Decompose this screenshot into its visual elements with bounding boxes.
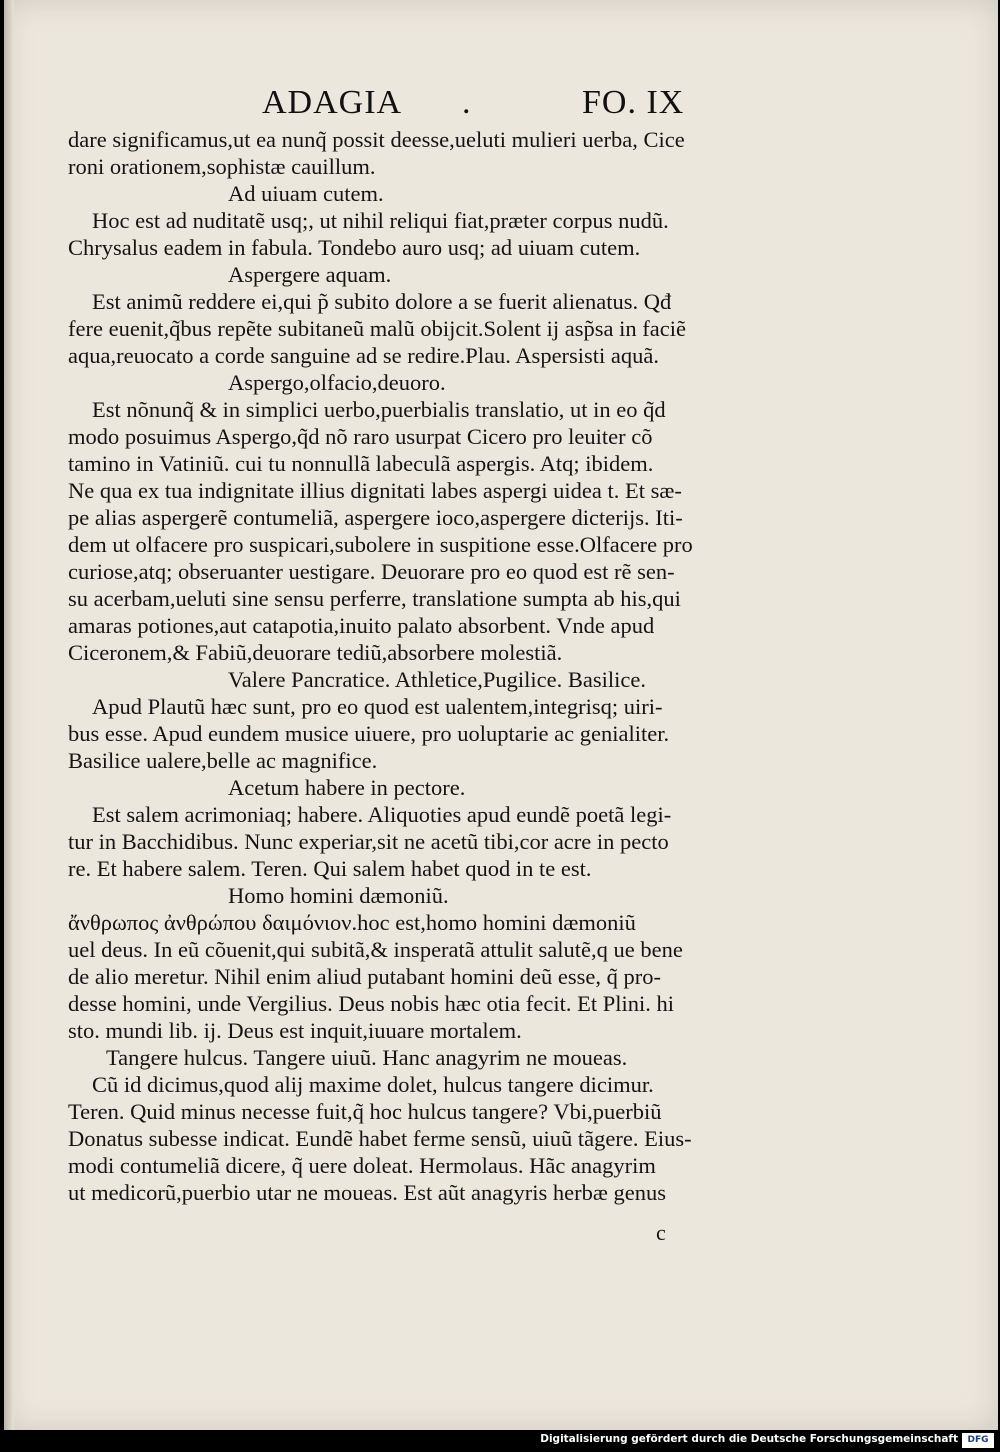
text-line: modi contumeliã dicere, q̃ uere doleat. Hermolaus. Hãc anagyrim	[68, 1153, 656, 1178]
text-line: tur in Bacchidibus. Nunc experiar,sit ne acetũ tibi,cor acre in pecto	[68, 829, 669, 854]
text-line: aqua,reuocato a corde sanguine ad se redire.Plau. Aspersisti aquã.	[68, 343, 660, 368]
text-line: uel deus. In eũ cõuenit,qui subitã,& insperatã attulit salutẽ,q ue bene	[68, 937, 683, 962]
text-line: Chrysalus eadem in fabula. Tondebo auro usq; ad uiuam cutem.	[68, 235, 641, 260]
signature-mark: c	[656, 1220, 666, 1245]
adage-heading: Aspergo,olfacio,deuoro.	[228, 370, 446, 395]
text-line: Est salem acrimoniaq; habere. Aliquoties apud eundẽ poetã legi-	[92, 802, 672, 827]
text-line: su acerbam,ueluti sine sensu perferre, translatione sumpta ab his,qui	[68, 586, 681, 611]
text-line: desse homini, unde Vergilius. Deus nobis hæc otia fecit. Et Plini. hi	[68, 991, 674, 1016]
text-line: Cũ id dicimus,quod alij maxime dolet, hulcus tangere dicimur.	[92, 1072, 654, 1097]
text-line: Est animũ reddere ei,qui p̃ subito dolore a se fuerit alienatus. Qđ	[92, 289, 672, 314]
running-head	[262, 84, 712, 124]
text-line: curiose,atq; obseruanter uestigare. Deuorare pro eo quod est rẽ sen-	[68, 559, 675, 584]
text-line: sto. mundi lib. ij. Deus est inquit,iuuare mortalem.	[68, 1018, 522, 1043]
adage-heading: Acetum habere in pectore.	[228, 775, 466, 800]
text-line: Apud Plautũ hæc sunt, pro eo quod est ualentem,integrisq; uiri-	[92, 694, 663, 719]
text-line: bus esse. Apud eundem musice uiuere, pro uoluptarie ac genialiter.	[68, 721, 670, 746]
text-line: amaras potiones,aut catapotia,inuito palato absorbent. Vnde apud	[68, 613, 655, 638]
text-line: fere euenit,q̃bus repẽte subitaneũ malũ obijcit.Solent ij asp̃sa in faciẽ	[68, 316, 686, 341]
text-line: Teren. Quid minus necesse fuit,q̃ hoc hulcus tangere? Vbi,puerbiũ	[68, 1099, 662, 1124]
running-head-separator: .	[462, 84, 472, 121]
text-line: Est nõnunq̃ & in simplici uerbo,puerbialis translatio, ut in eo q̃d	[92, 397, 666, 422]
body-text	[68, 126, 773, 1206]
text-line: modo posuimus Aspergo,q̃d nõ raro usurpat Cicero pro leuiter cõ	[68, 424, 653, 449]
text-line: re. Et habere salem. Teren. Qui salem habet quod in te est.	[68, 856, 592, 881]
book-page	[4, 0, 998, 1430]
adage-heading: Aspergere aquam.	[228, 262, 392, 287]
dfg-logo: DFG	[962, 1433, 994, 1448]
adage-heading: Valere Pancratice. Athletice,Pugilice. Basilice.	[228, 667, 646, 692]
running-head-title: ADAGIA	[262, 84, 403, 121]
catchword-block	[656, 1220, 666, 1246]
text-line: roni orationem,sophistæ cauillum.	[68, 154, 376, 179]
footer-credit: Digitalisierung gefördert durch die Deutsche Forschungsgemeinschaft	[540, 1433, 958, 1445]
text-line: Ciceronem,& Fabiũ,deuorare tediũ,absorbere molestiã.	[68, 640, 563, 665]
adage-heading: Homo homini dæmoniũ.	[228, 883, 449, 908]
text-line: tamino in Vatiniũ. cui tu nonnullã labeculã aspergis. Atq; ibidem.	[68, 451, 654, 476]
adage-heading: Ad uiuam cutem.	[228, 181, 384, 206]
text-line: de alio meretur. Nihil enim aliud putabant homini deũ esse, q̃ pro-	[68, 964, 661, 989]
text-line: Ne qua ex tua indignitate illius dignitati labes aspergi uidea t. Et sæ-	[68, 478, 682, 503]
text-line: dare significamus,ut ea nunq̃ possit deesse,ueluti mulieri uerba, Cice	[68, 127, 685, 152]
text-line: pe alias aspergerẽ contumeliã, aspergere ioco,aspergere dicterijs. Iti-	[68, 505, 683, 530]
text-line: Basilice ualere,belle ac magnifice.	[68, 748, 378, 773]
text-line: Donatus subesse indicat. Eundẽ habet ferme sensũ, uiuũ tãgere. Eius-	[68, 1126, 692, 1151]
text-line: dem ut olfacere pro suspicari,subolere in suspitione esse.Olfacere pro	[68, 532, 693, 557]
folio-number: FO. IX	[582, 84, 685, 121]
text-line: ἄνθρωπος ἀνθρώπου δαιμόνιον.hoc est,homo homini dæmoniũ	[68, 910, 636, 935]
text-line: Tangere hulcus. Tangere uiuũ. Hanc anagyrim ne moueas.	[106, 1045, 628, 1070]
footer-bar	[0, 1430, 1000, 1452]
text-line: ut medicorũ,puerbio utar ne moueas. Est aũt anagyris herbæ genus	[68, 1180, 666, 1205]
text-line: Hoc est ad nuditatẽ usq;, ut nihil reliqui fiat,præter corpus nudũ.	[92, 208, 669, 233]
page-gutter	[4, 0, 14, 1430]
